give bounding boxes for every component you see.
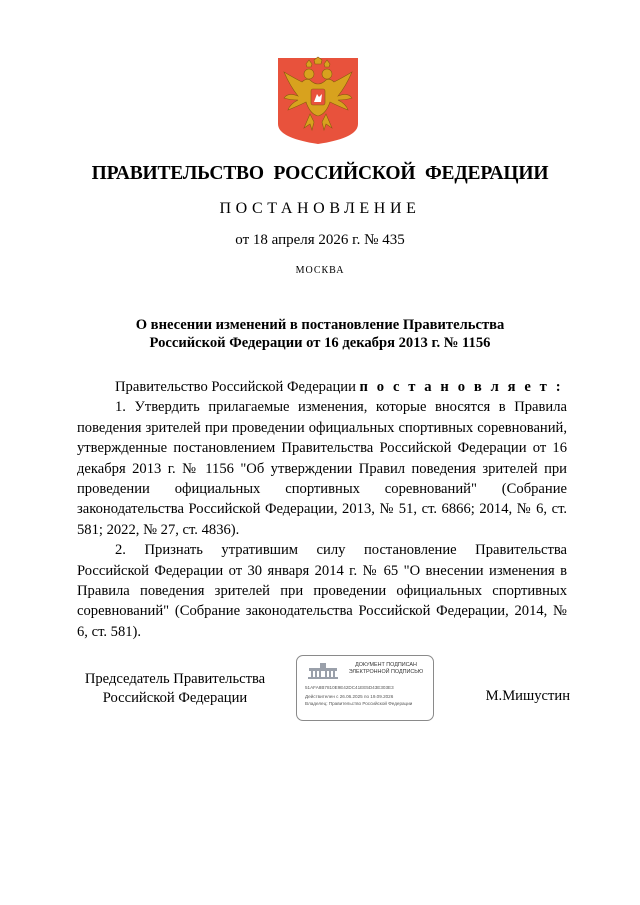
document-body: [77, 377, 567, 642]
stamp-heading: [341, 662, 431, 676]
document-type: ПОСТАНОВЛЕНИЕ: [219, 200, 421, 217]
government-building-icon: [305, 662, 341, 680]
document-title-line-1: О внесении изменений в постановление Правительства: [135, 317, 505, 333]
stamp-owner: Владелец: Правительство Российской Федерации: [305, 701, 413, 706]
signatory-position: [72, 670, 278, 708]
stamp-heading-line-1: ДОКУМЕНТ ПОДПИСАН: [355, 662, 417, 668]
stamp-heading-line-2: ЭЛЕКТРОННОЙ ПОДПИСЬЮ: [348, 669, 424, 675]
signatory-position-line-1: Председатель Правительства: [84, 671, 266, 687]
signatory-name: М.Мишустин: [485, 688, 570, 704]
decrees-word: п о с т а н о в л я е т :: [359, 379, 564, 395]
stamp-certificate-number: 51AFA8B7810E9E42DC41EE5D43E303E3: [305, 685, 394, 690]
decree-date-number: от 18 апреля 2026 г. № 435: [235, 232, 405, 248]
coat-of-arms-of-russia-icon: [276, 56, 360, 146]
item-1: 1. Утвердить прилагаемые изменения, которые вносятся в Правила поведения зрителей при проведении официальных спортивных соревнований, утвержденные постановлением Правительства Российской Федерации от 16 декабря 2013 г. № 1156 "Об утверждении Правил поведения зрителей при проведении официальных спортивных соревнований" (Собрание законодательства Российской Федерации, 2013, № 51, ст. 6866; 2014, № 6, ст. 581; 2022, № 27, ст. 4836).: [77, 399, 567, 538]
document-title-line-2: Российской Федерации от 16 декабря 2013 г. № 1156: [149, 335, 491, 351]
signatory-position-line-2: Российской Федерации: [102, 690, 248, 706]
stamp-validity: Действителен с 26.06.2025 по 19.09.2026: [305, 694, 394, 699]
document-title: [60, 316, 580, 352]
preamble-text: Правительство Российской Федерации: [115, 379, 356, 395]
government-title: ПРАВИТЕЛЬСТВО РОССИЙСКОЙ ФЕДЕРАЦИИ: [91, 163, 549, 184]
city: МОСКВА: [295, 265, 345, 276]
electronic-signature-stamp: [296, 655, 434, 721]
item-2: 2. Признать утратившим силу постановление Правительства Российской Федерации от 30 января 2014 г. № 65 "О внесении изменения в Правила поведения зрителей при проведении официальных спортивных соревнований" (Собрание законодательства Российской Федерации, 2014, № 6, ст. 581).: [77, 542, 567, 640]
preamble-paragraph: [77, 377, 567, 397]
